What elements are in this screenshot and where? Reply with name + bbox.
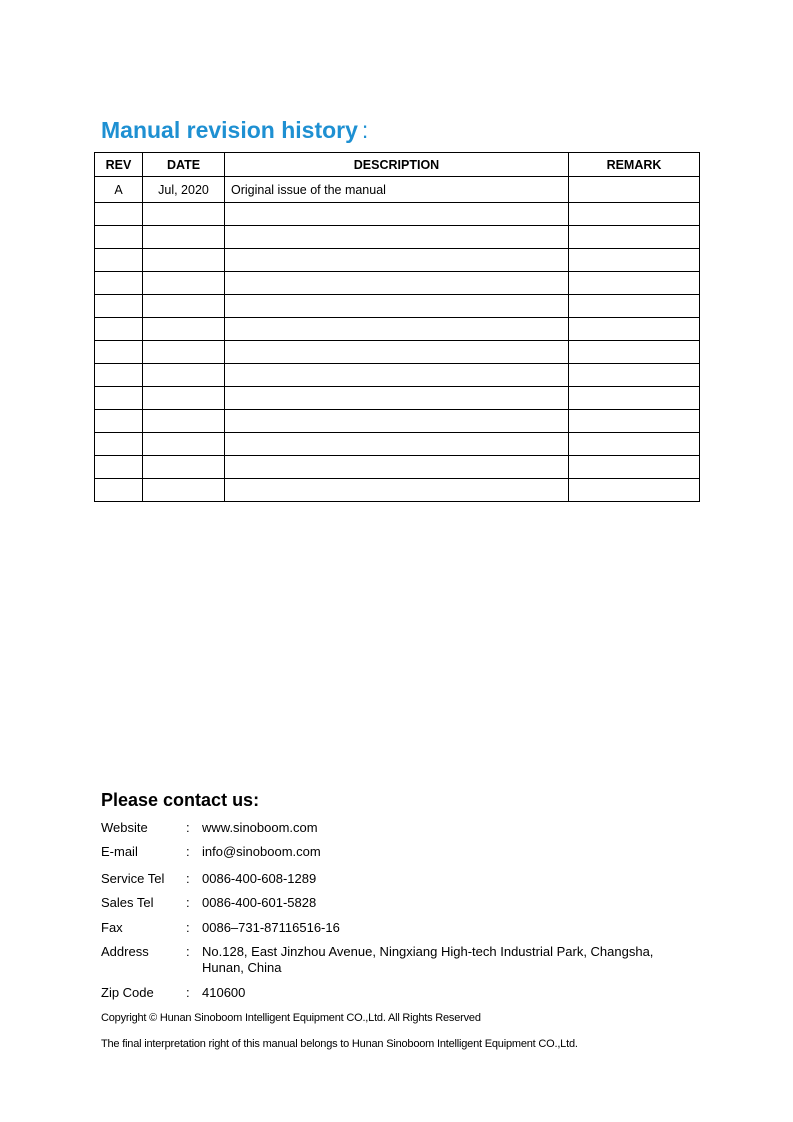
table-row [95,203,700,226]
table-row [95,387,700,410]
revision-table [94,152,700,502]
contact-label: Zip Code [101,985,154,1000]
cell-rev [95,295,143,318]
contact-label: Service Tel [101,871,165,886]
page-title-colon: : [361,117,369,143]
cell-date [143,341,225,364]
cell-date: Jul, 2020 [143,177,225,203]
table-row [95,341,700,364]
header-description: DESCRIPTION [225,153,569,177]
cell-date [143,318,225,341]
cell-date [143,226,225,249]
contact-label: E-mail [101,844,138,859]
cell-rev [95,318,143,341]
cell-rev [95,364,143,387]
table-row [95,364,700,387]
table-row [95,272,700,295]
cell-date [143,410,225,433]
contact-value: 0086-400-608-1289 [202,871,317,886]
cell-remark [569,272,700,295]
cell-description [225,318,569,341]
cell-description [225,433,569,456]
cell-date [143,387,225,410]
cell-description [225,203,569,226]
cell-description [225,226,569,249]
contact-value: No.128, East Jinzhou Avenue, Ningxiang High-tech Industrial Park, Changsha, [202,944,654,959]
cell-description [225,341,569,364]
cell-date [143,272,225,295]
cell-description [225,272,569,295]
cell-rev: A [95,177,143,203]
cell-rev [95,249,143,272]
cell-rev [95,410,143,433]
header-date: DATE [143,153,225,177]
contact-label: Fax [101,920,123,935]
cell-rev [95,341,143,364]
contact-value: 410600 [202,985,246,1000]
cell-remark [569,410,700,433]
contact-label: Website [101,820,148,835]
page-title-text: Manual revision history [101,117,358,143]
cell-remark [569,479,700,502]
interpretation-text: The final interpretation right of this manual belongs to Hunan Sinoboom Intelligent Equipment CO.,Ltd. [101,1038,578,1050]
table-row [95,177,700,203]
cell-description [225,364,569,387]
table-row [95,295,700,318]
contact-colon: : [186,944,190,959]
contact-colon: : [186,871,190,886]
contact-value: 0086-400-601-5828 [202,895,317,910]
header-rev: REV [95,153,143,177]
contact-value: 0086–731-87116516-16 [202,920,340,935]
cell-date [143,433,225,456]
cell-date [143,364,225,387]
cell-remark [569,433,700,456]
cell-remark [569,226,700,249]
cell-rev [95,203,143,226]
cell-remark [569,364,700,387]
cell-description [225,295,569,318]
contact-colon: : [186,844,190,859]
table-header-row [95,153,700,177]
page-title [101,117,368,144]
table-row [95,318,700,341]
cell-description [225,249,569,272]
table-row [95,456,700,479]
cell-date [143,479,225,502]
cell-remark [569,341,700,364]
cell-remark [569,249,700,272]
cell-remark [569,456,700,479]
cell-date [143,249,225,272]
cell-remark [569,177,700,203]
cell-rev [95,479,143,502]
table-row [95,433,700,456]
contact-colon: : [186,985,190,1000]
table-row [95,249,700,272]
cell-remark [569,295,700,318]
contact-label: Address [101,944,149,959]
cell-rev [95,272,143,295]
contact-email-link[interactable]: info@sinoboom.com [202,844,321,859]
cell-rev [95,226,143,249]
table-row [95,410,700,433]
cell-remark [569,387,700,410]
cell-remark [569,203,700,226]
contact-colon: : [186,920,190,935]
cell-rev [95,456,143,479]
contact-website-link[interactable]: www.sinoboom.com [202,820,318,835]
contact-colon: : [186,820,190,835]
contact-colon: : [186,895,190,910]
contact-label: Sales Tel [101,895,154,910]
cell-remark [569,318,700,341]
cell-date [143,203,225,226]
cell-description: Original issue of the manual [225,177,569,203]
header-remark: REMARK [569,153,700,177]
contact-value-line2: Hunan, China [202,960,282,975]
cell-date [143,295,225,318]
cell-rev [95,433,143,456]
cell-date [143,456,225,479]
contact-title: Please contact us: [101,790,260,810]
cell-description [225,479,569,502]
copyright-text: Copyright © Hunan Sinoboom Intelligent Equipment CO.,Ltd. All Rights Reserved [101,1012,481,1024]
cell-description [225,410,569,433]
cell-description [225,456,569,479]
cell-rev [95,387,143,410]
table-row [95,226,700,249]
cell-description [225,387,569,410]
table-row [95,479,700,502]
